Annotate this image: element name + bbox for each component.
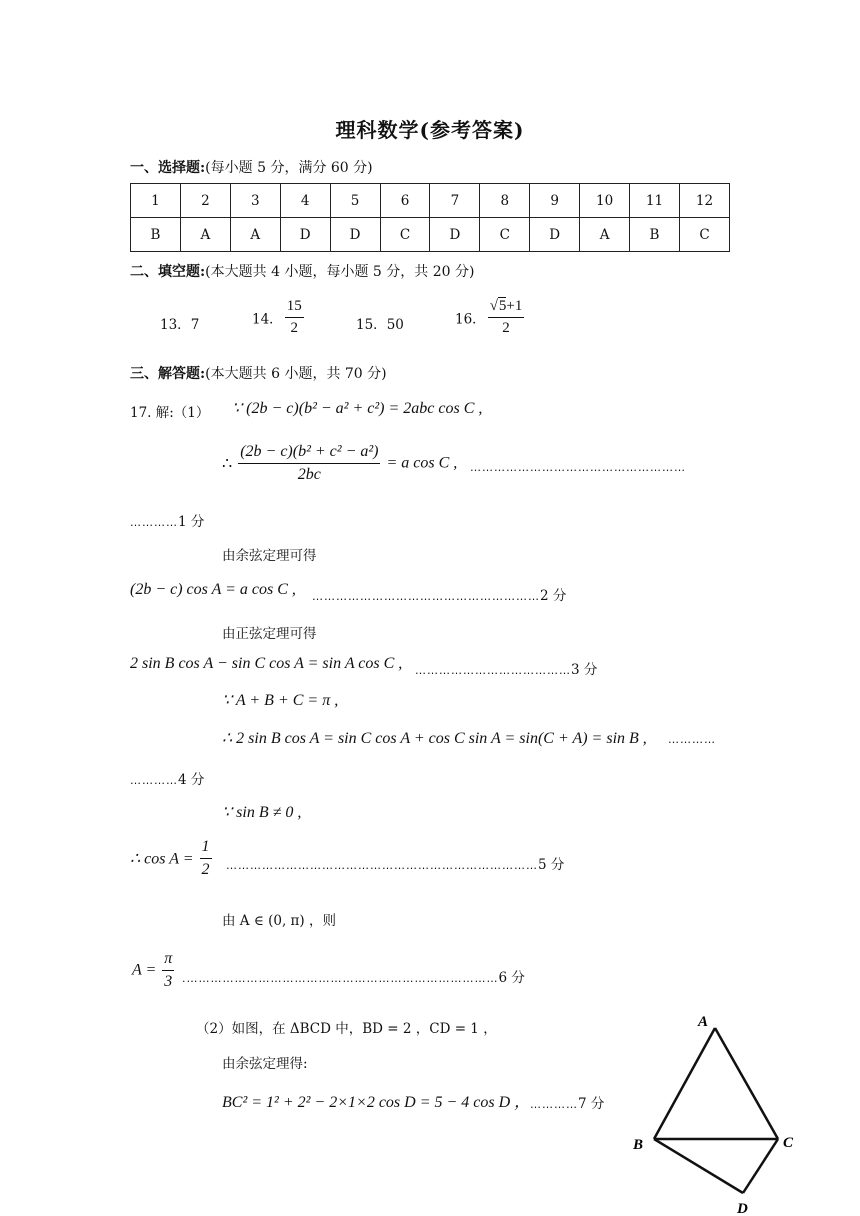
table-cell-number: 4 [280, 184, 330, 218]
table-cell-number: 3 [230, 184, 280, 218]
leader-dots: ……………………………………………… [470, 461, 686, 474]
part-2-statement: （2）如图，在 ΔBCD 中，BD = 2 ，CD = 1 ， [196, 1021, 497, 1037]
table-row-numbers [131, 184, 730, 218]
choice-answer-table [130, 183, 730, 252]
section-solution-note: (本大题共 6 小题，共 70 分) [205, 366, 387, 382]
score-4-text: 4 分 [178, 772, 205, 788]
section-fill-heading [130, 261, 474, 281]
line2-numerator: (2b − c)(b² + c² − a²) [238, 443, 380, 464]
page-title: 理科数学(参考答案) [335, 118, 525, 142]
table-cell-answer: C [679, 218, 729, 252]
leader-dots: ………………………………………………… [312, 590, 540, 603]
vertex-label-c: C [783, 1135, 794, 1151]
equation-line-3: (2b − c) cos A = a cos C , [130, 581, 296, 598]
q16-fraction [488, 298, 525, 337]
edge-ac [715, 1028, 778, 1139]
q14-numerator: 15 [285, 298, 304, 318]
equation-line-7: ∵ sin B ≠ 0 , [222, 804, 302, 821]
equation-line-2 [222, 443, 457, 484]
edge-ab [654, 1028, 715, 1139]
line8-denominator: 2 [201, 861, 210, 878]
table-cell-number: 9 [530, 184, 580, 218]
leader-dots: …………………………………………………………………… [226, 859, 538, 872]
section-solution-label: 三、解答题: [130, 366, 206, 382]
fill-answer-13 [160, 313, 199, 333]
section-solution-heading [130, 363, 387, 383]
q14-fraction [285, 298, 304, 337]
q14-label: 14． [252, 311, 283, 328]
fill-answer-16 [455, 298, 526, 337]
edge-cd [743, 1139, 778, 1193]
score-2 [312, 584, 566, 604]
equation-line-5: ∵ A + B + C = π , [222, 692, 339, 709]
table-cell-answer: C [380, 218, 430, 252]
table-cell-number: 12 [679, 184, 729, 218]
table-cell-answer: D [330, 218, 380, 252]
equation-line-2-fraction [238, 443, 380, 484]
q13-label: 13． [160, 317, 191, 333]
q16-radicand: 5 [498, 298, 507, 314]
line8-numerator: 1 [200, 838, 212, 859]
edge-bd [654, 1139, 743, 1193]
score-4 [130, 768, 204, 788]
section-choice-note: (每小题 5 分，满分 60 分) [205, 160, 373, 176]
vertex-label-b: B [633, 1137, 644, 1153]
table-cell-number: 11 [630, 184, 680, 218]
equation-line-4: 2 sin B cos A − sin C cos A = sin A cos C , [130, 655, 403, 672]
q15-value: 50 [386, 317, 404, 333]
leader-dots: .…………………………………………………………………… [182, 972, 499, 985]
table-cell-answer: D [430, 218, 480, 252]
table-cell-answer: C [480, 218, 530, 252]
score-2-text: 2 分 [540, 588, 567, 604]
text-cosine-law: 由余弦定理可得 [222, 548, 317, 564]
score-5 [226, 853, 564, 873]
line10-fraction [162, 950, 174, 991]
score-6-text: 6 分 [498, 970, 525, 986]
table-cell-number: 2 [180, 184, 230, 218]
equation-line-1: ∵ (2b − c)(b² − a² + c²) = 2abc cos C , [232, 400, 483, 417]
table-cell-number: 6 [380, 184, 430, 218]
table-cell-answer: D [530, 218, 580, 252]
equation-line-6: ∴ 2 sin B cos A = sin C cos A + cos C sin A = sin(C + A) = sin B , [222, 730, 647, 747]
q17-label: 17. 解:（1） [130, 405, 210, 421]
therefore-symbol: ∴ [222, 455, 233, 473]
q15-label: 15． [356, 317, 387, 333]
table-row-answers [131, 218, 730, 252]
table-cell-number: 10 [580, 184, 630, 218]
line10-lhs: A = [132, 961, 157, 979]
q16-label: 16． [455, 311, 486, 328]
q13-value: 7 [190, 317, 200, 333]
line8-lhs: ∴ cos A = [130, 850, 194, 868]
leader-dots: ………… [130, 774, 178, 787]
score-7 [530, 1092, 604, 1112]
q14-denominator: 2 [290, 320, 298, 336]
score-1 [130, 510, 204, 530]
table-cell-answer: B [630, 218, 680, 252]
leader-dots: ………… [130, 516, 178, 529]
section-fill-note: (本大题共 4 小题，每小题 5 分，共 20 分) [205, 264, 475, 280]
table-cell-answer: A [230, 218, 280, 252]
table-cell-number: 8 [480, 184, 530, 218]
score-3 [415, 658, 597, 678]
fill-answer-15 [356, 313, 404, 333]
line2-denominator: 2bc [297, 466, 321, 483]
equation-line-9: 由 A ∈ (0, π) ，则 [222, 913, 336, 929]
line8-fraction [200, 838, 212, 879]
table-cell-answer: A [180, 218, 230, 252]
q16-numerator-rest: +1 [506, 298, 523, 314]
table-cell-answer: A [580, 218, 630, 252]
table-cell-answer: D [280, 218, 330, 252]
text-sine-law: 由正弦定理可得 [222, 626, 317, 642]
section-choice-heading [130, 157, 373, 177]
leader-dots: ………………………………… [415, 664, 571, 677]
score-1-text: 1 分 [178, 514, 205, 530]
vertex-label-a: A [698, 1014, 709, 1030]
equation-line-10 [132, 950, 176, 991]
line10-denominator: 3 [164, 973, 173, 990]
equation-line-8 [130, 838, 214, 879]
triangle-figure [620, 1005, 810, 1215]
score-6 [182, 966, 525, 986]
score-7-text: 7 分 [578, 1096, 605, 1112]
leader-dots: ………… [668, 733, 716, 746]
table-cell-number: 1 [131, 184, 181, 218]
q16-denominator: 2 [502, 320, 510, 336]
section-choice-label: 一、选择题: [130, 160, 206, 176]
line2-rhs: = a cos C , [386, 454, 458, 472]
text-cosine-law-2: 由余弦定理得: [222, 1056, 308, 1072]
score-3-text: 3 分 [571, 662, 598, 678]
score-5-text: 5 分 [538, 857, 565, 873]
table-cell-answer: B [131, 218, 181, 252]
line10-numerator: π [162, 950, 174, 971]
section-fill-label: 二、填空题: [130, 264, 206, 280]
leader-dots: ………… [530, 1098, 578, 1111]
vertex-label-d: D [737, 1201, 748, 1215]
table-cell-number: 5 [330, 184, 380, 218]
equation-line-11: BC² = 1² + 2² − 2×1×2 cos D = 5 − 4 cos D ， [222, 1094, 531, 1111]
fill-answer-14 [252, 298, 306, 337]
q16-numerator: √5+1 [488, 298, 525, 318]
table-cell-number: 7 [430, 184, 480, 218]
